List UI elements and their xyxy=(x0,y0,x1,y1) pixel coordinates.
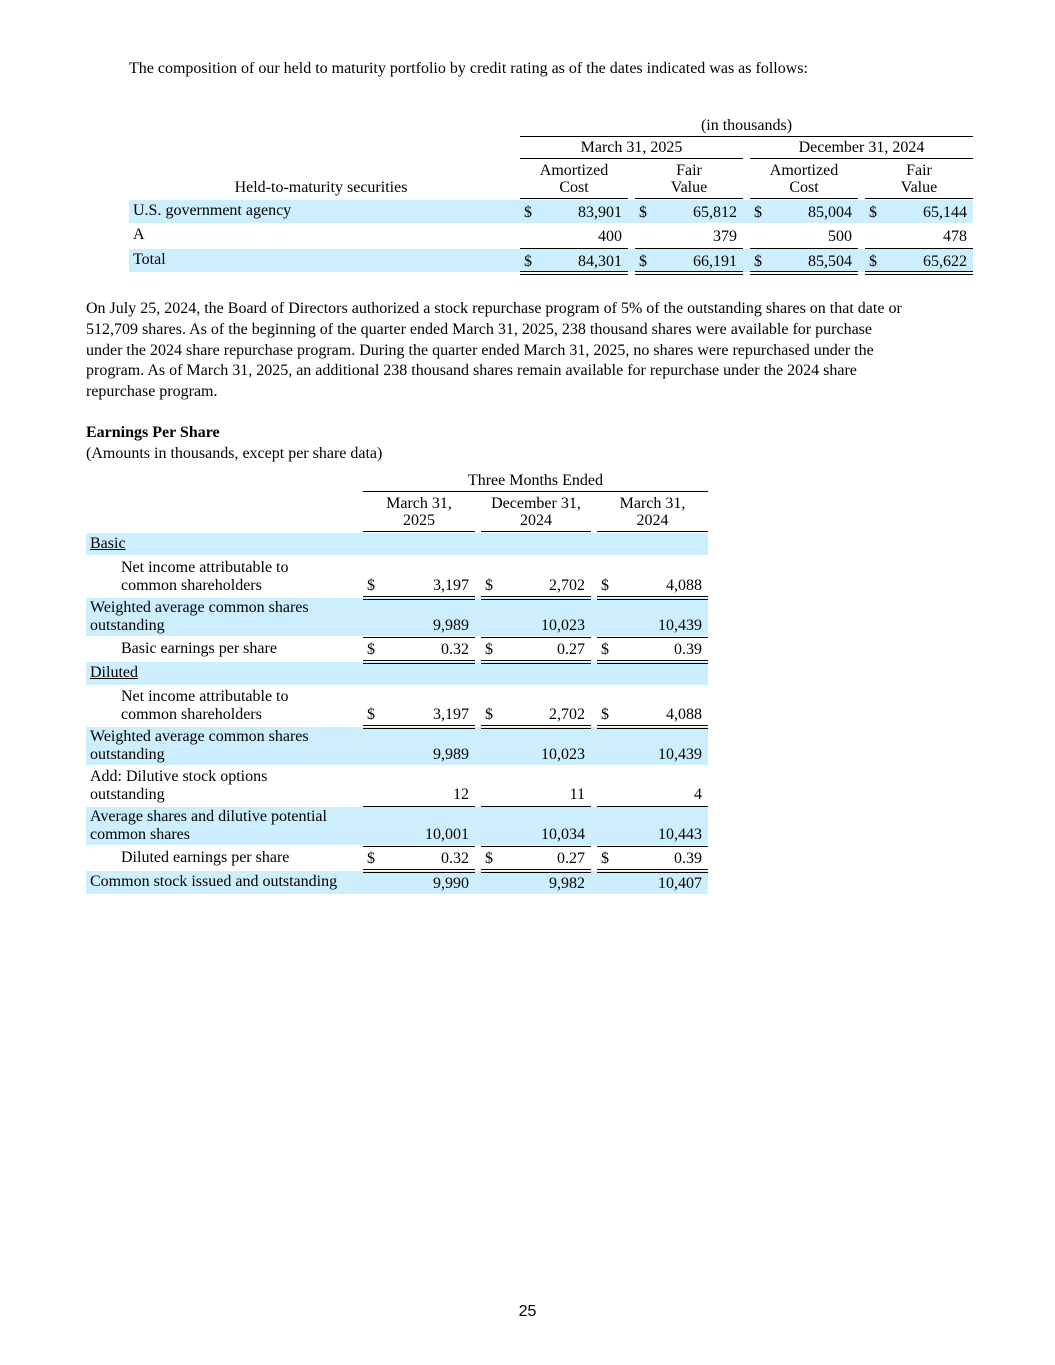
eps-cell: 10,034 xyxy=(541,826,585,843)
currency-symbol: $ xyxy=(601,850,609,867)
eps-cell: 0.39 xyxy=(674,850,702,867)
page-number: 25 xyxy=(518,1303,537,1320)
eps-col-header: March 31, 2024 xyxy=(619,495,686,529)
currency-symbol: $ xyxy=(367,850,375,867)
htm-cell: 85,504 xyxy=(808,253,852,270)
htm-cell: 84,301 xyxy=(578,253,622,270)
htm-cell: 83,901 xyxy=(578,204,622,221)
eps-cell: 0.32 xyxy=(441,641,469,658)
eps-col-header: December 31, 2024 xyxy=(491,495,581,529)
htm-cell: 65,622 xyxy=(923,253,967,270)
htm-row-label: U.S. government agency xyxy=(133,202,292,219)
htm-row-label: Total xyxy=(133,251,166,268)
eps-cell: 10,439 xyxy=(658,617,702,634)
currency-symbol: $ xyxy=(869,253,877,270)
currency-symbol: $ xyxy=(754,204,762,221)
row-label: Add: Dilutive stock options xyxy=(90,768,268,785)
paragraph-line: repurchase program. xyxy=(86,383,218,400)
currency-symbol: $ xyxy=(524,253,532,270)
currency-symbol: $ xyxy=(485,706,493,723)
htm-period-2: December 31, 2024 xyxy=(798,139,925,156)
htm-col-fair-1: Fair Value xyxy=(670,162,708,196)
eps-cell: 12 xyxy=(453,786,469,803)
currency-symbol: $ xyxy=(367,577,375,594)
row-label: Weighted average common shares xyxy=(90,728,309,745)
eps-col-header: March 31, 2025 xyxy=(386,495,452,529)
htm-col-fair-2: Fair Value xyxy=(900,162,938,196)
currency-symbol: $ xyxy=(601,577,609,594)
htm-units: (in thousands) xyxy=(700,117,793,134)
currency-symbol: $ xyxy=(869,204,877,221)
currency-symbol: $ xyxy=(485,577,493,594)
htm-period-1: March 31, 2025 xyxy=(580,139,683,156)
eps-basic-label: Basic xyxy=(90,535,126,552)
currency-symbol: $ xyxy=(367,641,375,658)
htm-cell: 66,191 xyxy=(693,253,737,270)
currency-symbol: $ xyxy=(485,641,493,658)
htm-col-amort-2: Amortized Cost xyxy=(769,162,839,196)
htm-row-header: Held-to-maturity securities xyxy=(234,179,408,196)
eps-cell: 4,088 xyxy=(666,706,702,723)
eps-subtitle: (Amounts in thousands, except per share data) xyxy=(86,445,383,462)
currency-symbol: $ xyxy=(754,253,762,270)
eps-cell: 9,990 xyxy=(433,875,469,892)
eps-cell: 0.27 xyxy=(557,850,585,867)
currency-symbol: $ xyxy=(639,204,647,221)
row-label: outstanding xyxy=(90,617,165,634)
eps-cell: 4 xyxy=(694,786,702,803)
htm-cell: 478 xyxy=(943,228,967,245)
currency-symbol: $ xyxy=(367,706,375,723)
paragraph-line: program. As of March 31, 2025, an additional 238 thousand shares remain available for repurchase under the 2024 share xyxy=(86,362,857,379)
htm-cell: 400 xyxy=(598,228,622,245)
row-label: outstanding xyxy=(90,786,165,803)
row-label: Net income attributable to xyxy=(121,559,289,576)
eps-cell: 9,989 xyxy=(433,746,469,763)
eps-cell: 10,439 xyxy=(658,746,702,763)
paragraph-line: On July 25, 2024, the Board of Directors authorized a stock repurchase program of 5% of the outstanding shares on that date or xyxy=(86,300,902,317)
row-label: Net income attributable to xyxy=(121,688,289,705)
row-label: Basic earnings per share xyxy=(121,640,277,657)
eps-cell: 2,702 xyxy=(549,577,585,594)
eps-cell: 9,989 xyxy=(433,617,469,634)
eps-cell: 3,197 xyxy=(433,577,469,594)
row-label: common shares xyxy=(90,826,190,843)
row-label: common shareholders xyxy=(121,706,262,723)
currency-symbol: $ xyxy=(601,706,609,723)
htm-cell: 65,144 xyxy=(923,204,967,221)
eps-cell: 10,443 xyxy=(658,826,702,843)
eps-cell: 10,407 xyxy=(658,875,702,892)
htm-cell: 65,812 xyxy=(693,204,737,221)
paragraph-line: 512,709 shares. As of the beginning of the quarter ended March 31, 2025, 238 thousand shares were available for purchase xyxy=(86,321,872,338)
eps-cell: 10,023 xyxy=(541,746,585,763)
eps-period-header: Three Months Ended xyxy=(467,472,604,489)
row-label: outstanding xyxy=(90,746,165,763)
eps-title: Earnings Per Share xyxy=(86,424,220,441)
currency-symbol: $ xyxy=(485,850,493,867)
htm-cell: 85,004 xyxy=(808,204,852,221)
paragraph-line: under the 2024 share repurchase program. During the quarter ended March 31, 2025, no shares were repurchased under the xyxy=(86,342,874,359)
eps-cell: 11 xyxy=(569,786,585,803)
eps-cell: 9,982 xyxy=(549,875,585,892)
currency-symbol: $ xyxy=(639,253,647,270)
row-label: Common stock issued and outstanding xyxy=(90,873,338,890)
eps-cell: 10,001 xyxy=(425,826,469,843)
eps-cell: 0.39 xyxy=(674,641,702,658)
eps-cell: 2,702 xyxy=(549,706,585,723)
row-label: Average shares and dilutive potential xyxy=(90,808,327,825)
eps-cell: 10,023 xyxy=(541,617,585,634)
row-label: common shareholders xyxy=(121,577,262,594)
eps-diluted-label: Diluted xyxy=(90,664,138,681)
htm-cell: 500 xyxy=(828,228,852,245)
currency-symbol: $ xyxy=(524,204,532,221)
eps-cell: 3,197 xyxy=(433,706,469,723)
row-label: Diluted earnings per share xyxy=(121,849,290,866)
htm-col-amort-1: Amortized Cost xyxy=(539,162,609,196)
eps-cell: 0.32 xyxy=(441,850,469,867)
currency-symbol: $ xyxy=(601,641,609,658)
eps-cell: 0.27 xyxy=(557,641,585,658)
row-label: Weighted average common shares xyxy=(90,599,309,616)
htm-cell: 379 xyxy=(713,228,737,245)
htm-row-label: A xyxy=(133,226,145,243)
eps-cell: 4,088 xyxy=(666,577,702,594)
intro-text: The composition of our held to maturity portfolio by credit rating as of the dates indicated was as follows: xyxy=(129,60,808,77)
